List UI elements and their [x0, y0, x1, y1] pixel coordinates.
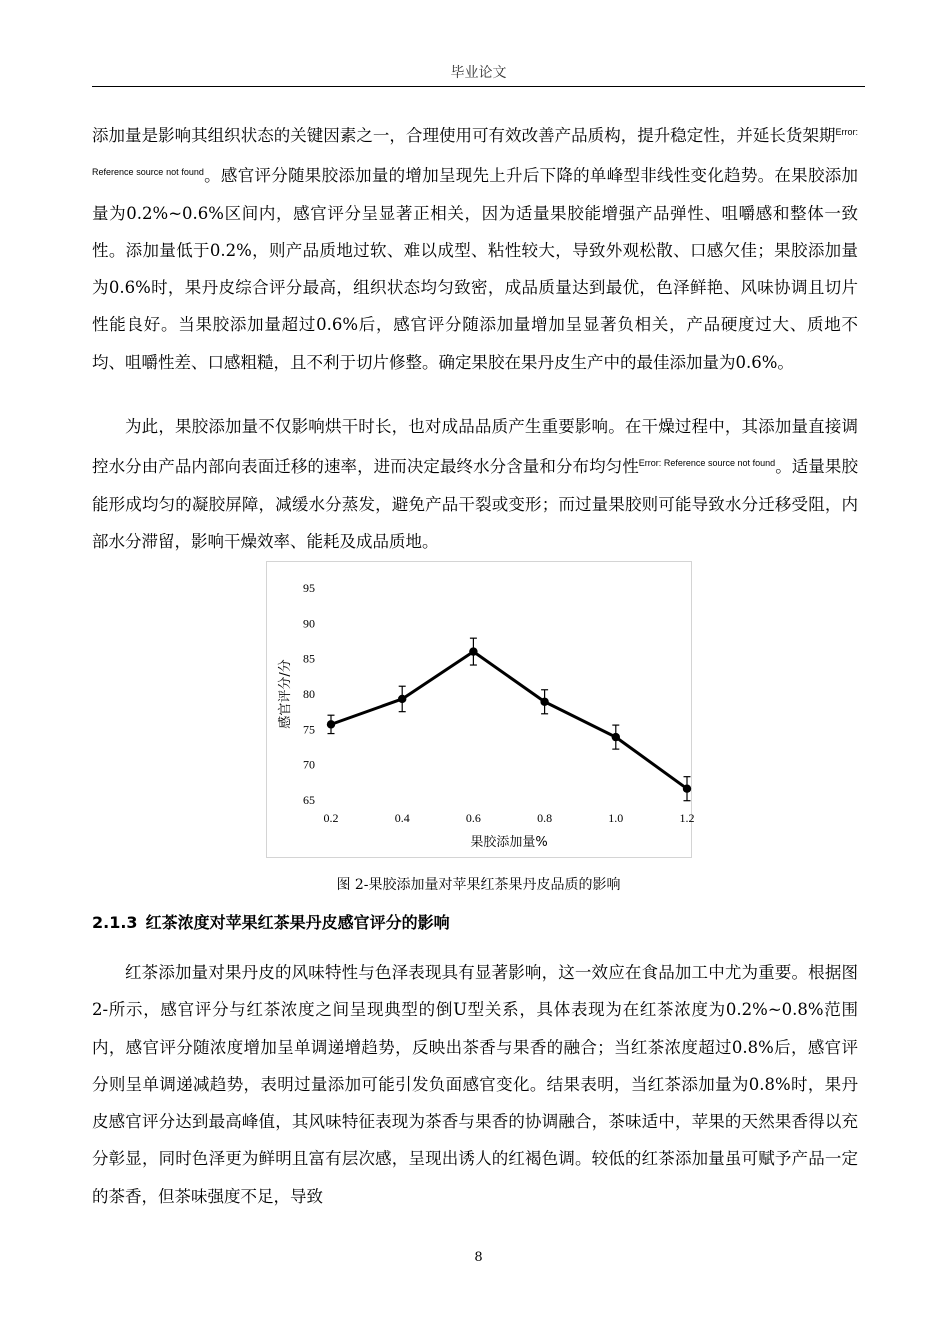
y-tick-label: 95: [303, 581, 315, 595]
y-tick-label: 65: [303, 793, 315, 807]
series-line: [331, 652, 687, 789]
y-tick-label: 75: [303, 722, 315, 737]
x-tick-label: 1.0: [608, 811, 624, 825]
y-tick-label: 70: [303, 757, 315, 772]
x-axis-label: 果胶添加量%: [470, 835, 548, 850]
section-number: 2.1.3: [92, 913, 138, 932]
reference-error: Error: Reference source not found: [92, 127, 858, 178]
data-point: [612, 733, 620, 741]
data-point: [469, 647, 477, 655]
section-title: 红茶浓度对苹果红茶果丹皮感官评分的影响: [145, 913, 450, 932]
data-point: [327, 720, 335, 728]
header-rule: [92, 86, 865, 87]
page-number: 8: [474, 1250, 483, 1265]
data-point: [398, 695, 406, 703]
y-tick-label: 90: [303, 616, 315, 631]
paragraph-tea-effect: 红茶添加量对果丹皮的风味特性与色泽表现具有显著影响，这一效应在食品加工中尤为重要。根据图2-所示，感官评分与红茶浓度之间呈现典型的倒U型关系，具体表现为在红茶浓度为0.2%~0.8%范围内，感官评分随浓度增加呈单调递增趋势，反映出茶香与果香的融合；当红茶浓度超过0.8%后，感官评分则呈单调递减趋势，表明过量添加可能引发负面感官变化。结果表明，当红茶添加量为0.8%时，果丹皮感官评分达到最高峰值，其风味特征表现为茶香与果香的协调融合，茶味适中，苹果的天然果香得以充分彰显，同时色泽更为鲜明且富有层次感，呈现出诱人的红褐色调。较低的红茶添加量虽可赋予产品一定的茶香，但茶味强度不足，导致: [92, 963, 858, 1206]
paragraph-drying-effect: [92, 408, 858, 560]
y-tick-label: 80: [303, 687, 315, 701]
y-axis-label: 感官评分/分: [278, 659, 293, 729]
page-header: 毕业论文: [450, 65, 507, 81]
x-tick-label: 0.6: [465, 811, 481, 825]
x-tick-label: 0.2: [323, 811, 339, 825]
paragraph-pectin-effect: [92, 114, 858, 381]
x-tick-label: 0.4: [394, 811, 410, 825]
paragraph-text: 。适量果胶能形成均匀的凝胶屏障，减缓水分蒸发，避免产品干裂或变形；而过量果胶则可能导致水分迁移受阻，内部水分滞留，影响干燥效率、能耗及成品质地。: [92, 457, 859, 551]
paragraph-text: 为此，果胶添加量不仅影响烘干时长，也对成品品质产生重要影响。在干燥过程中，其添加量直接调控水分由产品内部向表面迁移的速率，进而决定最终水分含量和分布均匀性: [92, 417, 858, 477]
x-tick-label: 0.8: [537, 811, 553, 825]
x-tick-label: 1.2: [679, 811, 695, 825]
paragraph-text: 。感官评分随果胶添加量的增加呈现先上升后下降的单峰型非线性变化趋势。在果胶添加量为0.2%~0.6%区间内，感官评分呈显著正相关，因为适量果胶能增强产品弹性、咀嚼感和整体一致性。添加量低于0.2%，则产品质地过软、难以成型、粘性较大，导致外观松散、口感欠佳；果胶添加量为0.6%时，果丹皮综合评分最高，组织状态均匀致密，成品质量达到最优，色泽鲜艳、风味协调且切片性能良好。当果胶添加量超过0.6%后，感官评分随添加量增加呈显著负相关，产品硬度过大、质地不均、咀嚼性差、口感粗糙，且不利于切片修整。确定果胶在果丹皮生产中的最佳添加量为0.6%。: [92, 166, 858, 372]
reference-error: Error: Reference source not found: [638, 458, 776, 469]
data-point: [540, 698, 548, 706]
figure-chart: [266, 561, 695, 858]
data-point: [683, 784, 691, 792]
y-tick-label: 85: [303, 651, 315, 666]
figure-caption: 图 2-果胶添加量对苹果红茶果丹皮品质的影响: [336, 877, 621, 893]
section-heading: [92, 910, 865, 933]
paragraph-text: 添加量是影响其组织状态的关键因素之一，合理使用可有效改善产品质构，提升稳定性，并延长货架期: [92, 126, 836, 145]
line-chart: [267, 562, 695, 857]
